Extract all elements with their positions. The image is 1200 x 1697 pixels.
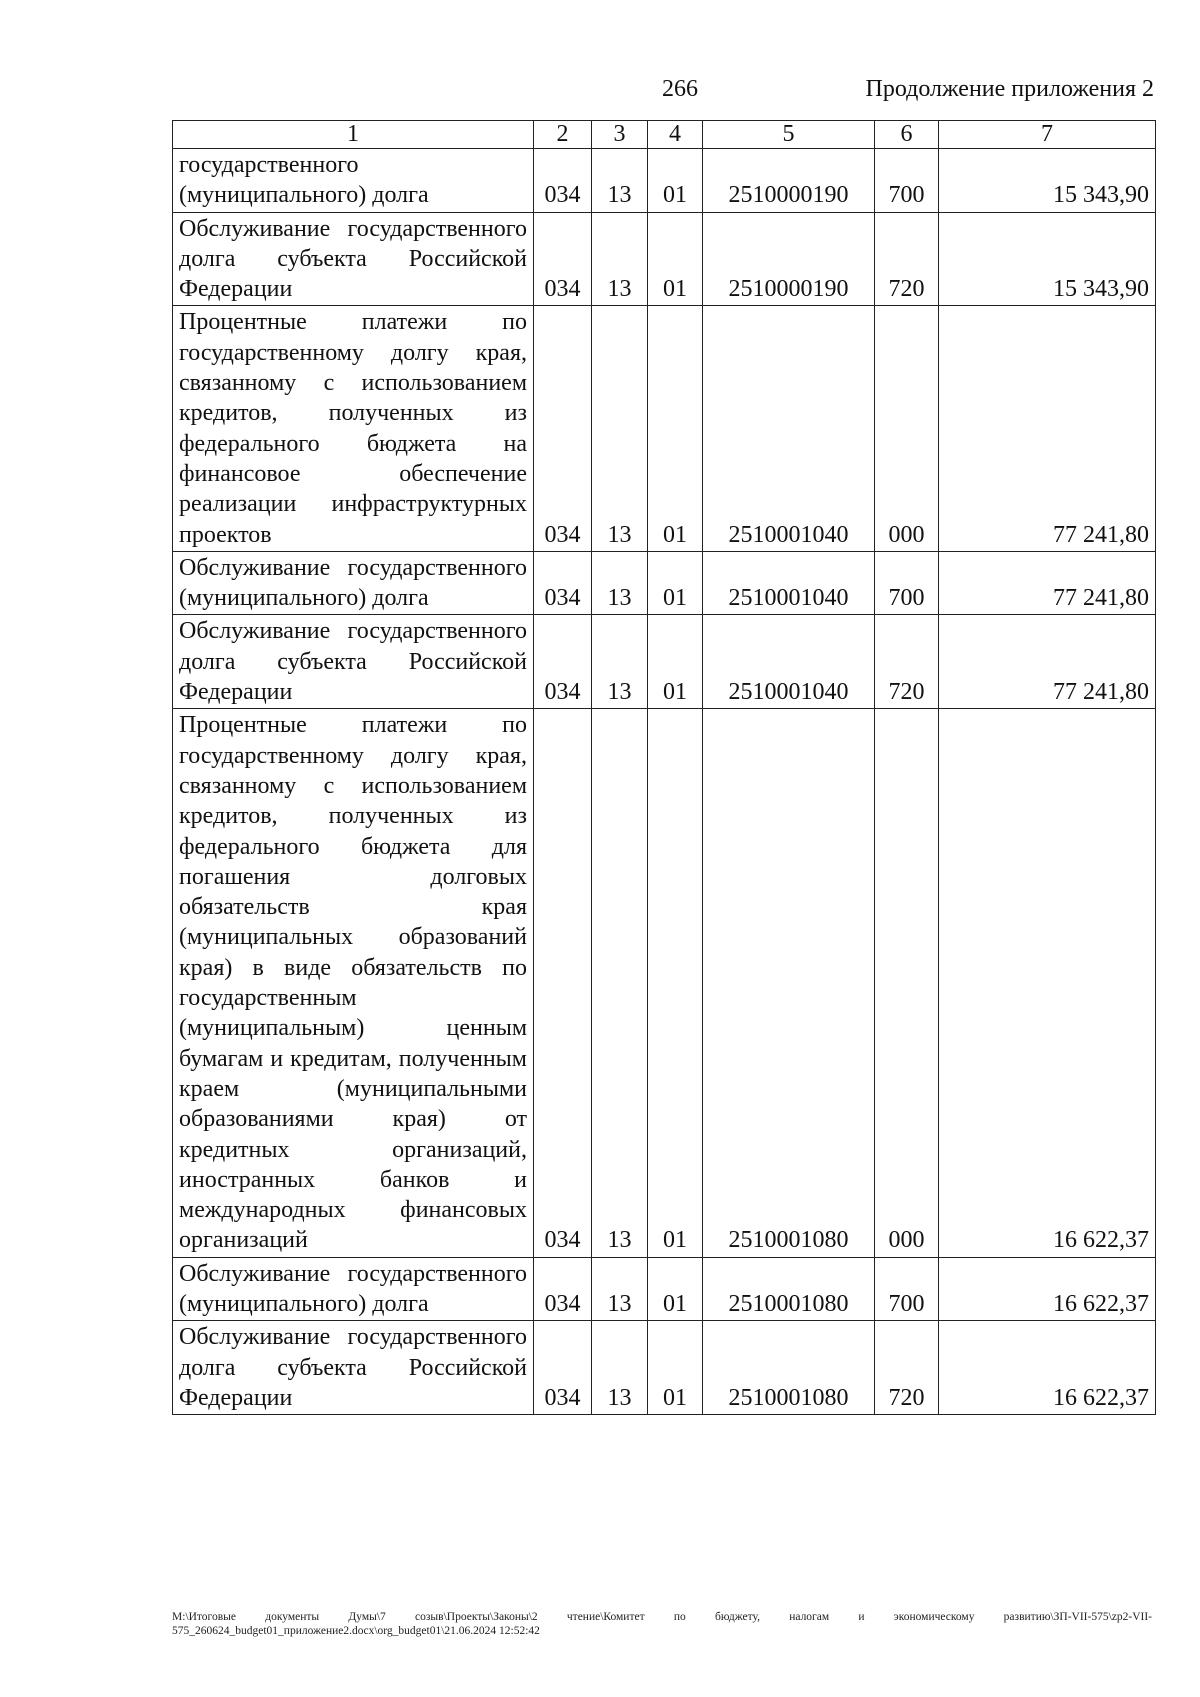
row-code-2: 034	[534, 1257, 592, 1321]
row-code-6: 720	[875, 212, 939, 306]
row-code-4: 01	[648, 1321, 703, 1415]
row-code-2: 034	[534, 212, 592, 306]
row-code-5: 2510001080	[703, 709, 875, 1257]
table-row	[173, 1257, 1156, 1321]
table-row	[173, 551, 1156, 615]
row-code-3: 13	[592, 1257, 648, 1321]
column-header: 5	[703, 121, 875, 149]
row-amount: 15 343,90	[939, 149, 1156, 213]
row-code-6: 700	[875, 1257, 939, 1321]
table-row	[173, 149, 1156, 213]
row-code-6: 720	[875, 615, 939, 709]
row-code-2: 034	[534, 709, 592, 1257]
row-name: Процентные платежи по государственному долгу края, связанному с использованием кредитов, полученных из федерального бюджета на финансовое обеспечение реализации инфраструктурных проектов	[173, 306, 534, 551]
row-amount: 15 343,90	[939, 212, 1156, 306]
budget-table	[172, 120, 1156, 1415]
row-code-6: 000	[875, 306, 939, 551]
row-code-3: 13	[592, 709, 648, 1257]
row-code-2: 034	[534, 1321, 592, 1415]
column-header: 7	[939, 121, 1156, 149]
row-name: Обслуживание государственного (муниципального) долга	[173, 1257, 534, 1321]
continuation-label: Продолжение приложения 2	[865, 76, 1154, 102]
table-row	[173, 212, 1156, 306]
row-name: Обслуживание государственного (муниципального) долга	[173, 551, 534, 615]
row-code-6: 000	[875, 709, 939, 1257]
row-code-4: 01	[648, 615, 703, 709]
page-number: 266	[662, 76, 698, 102]
row-code-3: 13	[592, 212, 648, 306]
row-code-2: 034	[534, 551, 592, 615]
row-code-6: 700	[875, 551, 939, 615]
column-header: 4	[648, 121, 703, 149]
row-amount: 77 241,80	[939, 551, 1156, 615]
row-code-5: 2510001040	[703, 306, 875, 551]
table-header-row	[173, 121, 1156, 149]
row-code-5: 2510000190	[703, 212, 875, 306]
row-code-5: 2510001040	[703, 615, 875, 709]
row-code-6: 700	[875, 149, 939, 213]
row-code-3: 13	[592, 615, 648, 709]
row-amount: 16 622,37	[939, 709, 1156, 1257]
row-code-5: 2510001080	[703, 1321, 875, 1415]
row-code-4: 01	[648, 149, 703, 213]
row-code-5: 2510001080	[703, 1257, 875, 1321]
column-header: 3	[592, 121, 648, 149]
column-header: 6	[875, 121, 939, 149]
row-code-5: 2510000190	[703, 149, 875, 213]
column-header: 1	[173, 121, 534, 149]
table-row	[173, 1321, 1156, 1415]
row-amount: 16 622,37	[939, 1257, 1156, 1321]
row-code-3: 13	[592, 551, 648, 615]
table-row	[173, 615, 1156, 709]
row-code-6: 720	[875, 1321, 939, 1415]
row-code-2: 034	[534, 615, 592, 709]
table-row	[173, 306, 1156, 551]
row-code-4: 01	[648, 306, 703, 551]
row-amount: 77 241,80	[939, 615, 1156, 709]
row-name: Обслуживание государственного долга субъекта Российской Федерации	[173, 212, 534, 306]
row-name: государственного (муниципального) долга	[173, 149, 534, 213]
row-amount: 16 622,37	[939, 1321, 1156, 1415]
row-amount: 77 241,80	[939, 306, 1156, 551]
row-code-2: 034	[534, 306, 592, 551]
column-header: 2	[534, 121, 592, 149]
row-name: Процентные платежи по государственному долгу края, связанному с использованием кредитов, полученных из федерального бюджета для погашения долговых обязательств края (муниципальных образований края) в виде обязательств по государственным (муниципальным) ценным бумагам и кредитам, полученным краем (муниципальными образованиями края) от кредитных организаций, иностранных банков и международных финансовых организаций	[173, 709, 534, 1257]
row-name: Обслуживание государственного долга субъекта Российской Федерации	[173, 1321, 534, 1415]
row-code-3: 13	[592, 306, 648, 551]
file-path-footer: M:\Итоговые документы Думы\7 созыв\Проекты\Законы\2 чтение\Комитет по бюджету, налогам и экономическому развитию\ЗП-VII-575\zp2-VII-575_260624_budget01_приложение2.docx\org_budget01\21.06.2024 12:52:42	[172, 1611, 1152, 1637]
row-code-4: 01	[648, 709, 703, 1257]
row-code-4: 01	[648, 212, 703, 306]
row-code-2: 034	[534, 149, 592, 213]
row-code-4: 01	[648, 551, 703, 615]
row-code-3: 13	[592, 149, 648, 213]
table-row	[173, 709, 1156, 1257]
row-code-5: 2510001040	[703, 551, 875, 615]
row-code-4: 01	[648, 1257, 703, 1321]
row-code-3: 13	[592, 1321, 648, 1415]
row-name: Обслуживание государственного долга субъекта Российской Федерации	[173, 615, 534, 709]
